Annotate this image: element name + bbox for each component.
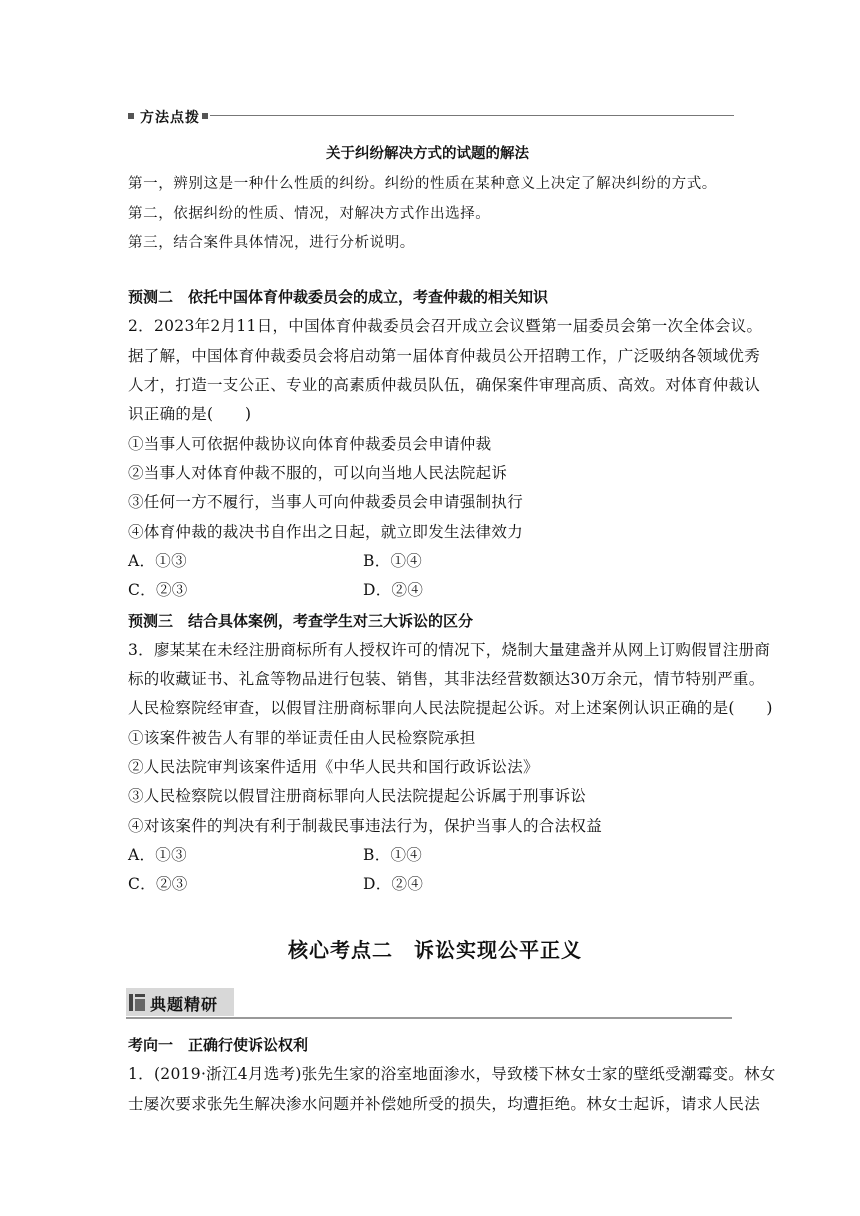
section-title: 核心考点二 诉讼实现公平正义 — [288, 938, 582, 962]
prediction-heading: 预测二 依托中国体育仲裁委员会的成立，考查仲裁的相关知识 — [128, 288, 549, 306]
statement: ①当事人可依据仲裁协议向体育仲裁委员会申请仲裁 — [128, 435, 492, 453]
bullet-square-icon — [128, 113, 134, 119]
direction-heading: 考向一 正确行使诉讼权利 — [128, 1036, 309, 1054]
question-stem-line: 1．(2019·浙江4月选考)张先生家的浴室地面渗水，导致楼下林女士家的壁纸受潮霉变。林女 — [128, 1065, 776, 1083]
method-step: 第二，依据纠纷的性质、情况，对解决方式作出选择。 — [128, 206, 491, 222]
option-b: B．①④ — [363, 552, 423, 570]
method-step: 第三，结合案件具体情况，进行分析说明。 — [128, 235, 415, 251]
option-d: D．②④ — [363, 581, 424, 599]
statement: ④对该案件的判决有利于制裁民事违法行为，保护当事人的合法权益 — [128, 817, 603, 835]
option-d: D．②④ — [363, 875, 424, 893]
method-tip-title: 关于纠纷解决方式的试题的解法 — [326, 146, 529, 162]
book-icon — [129, 994, 145, 1011]
statement: ③任何一方不履行，当事人可向仲裁委员会申请强制执行 — [128, 493, 524, 511]
question-stem-line: 人才，打造一支公正、专业的高素质仲裁员队伍，确保案件审理高质、高效。对体育仲裁认 — [128, 376, 761, 394]
option-c: C．②③ — [128, 581, 188, 599]
statement: ①该案件被告人有罪的举证责任由人民检察院承担 — [128, 729, 476, 747]
statement: ②当事人对体育仲裁不服的，可以向当地人民法院起诉 — [128, 464, 508, 482]
bullet-square-icon — [202, 113, 208, 119]
question-stem-line: 人民检察院经审查，以假冒注册商标罪向人民法院提起公诉。对上述案例认识正确的是( ) — [128, 699, 773, 717]
divider-line — [210, 115, 734, 116]
divider-line — [126, 1017, 732, 1019]
statement: ②人民法院审判该案件适用《中华人民共和国行政诉讼法》 — [128, 758, 539, 776]
question-stem-line: 2．2023年2月11日，中国体育仲裁委员会召开成立会议暨第一届委员会第一次全体会议。 — [128, 317, 763, 335]
option-a: A．①③ — [128, 846, 187, 864]
statement: ④体育仲裁的裁决书自作出之日起，就立即发生法律效力 — [128, 523, 524, 541]
prediction-heading: 预测三 结合具体案例，考查学生对三大诉讼的区分 — [128, 612, 474, 630]
question-stem-line: 识正确的是( ) — [128, 405, 252, 423]
typical-question-label: 典题精研 — [150, 995, 219, 1014]
option-c: C．②③ — [128, 875, 188, 893]
option-b: B．①④ — [363, 846, 423, 864]
method-tip-header — [128, 107, 734, 125]
question-stem-line: 3．廖某某在未经注册商标所有人授权许可的情况下，烧制大量建盏并从网上订购假冒注册商 — [128, 641, 771, 659]
method-tip-label: 方法点拨 — [140, 110, 200, 126]
method-step: 第一，辨别这是一种什么性质的纠纷。纠纷的性质在某种意义上决定了解决纠纷的方式。 — [128, 176, 717, 192]
question-stem-line: 据了解，中国体育仲裁委员会将启动第一届体育仲裁员公开招聘工作，广泛吸纳各领域优秀 — [128, 347, 761, 365]
statement: ③人民检察院以假冒注册商标罪向人民法院提起公诉属于刑事诉讼 — [128, 787, 587, 805]
question-stem-line: 标的收藏证书、礼盒等物品进行包装、销售，其非法经营数额达30万余元，情节特别严重。 — [128, 670, 765, 688]
typical-question-header — [126, 988, 732, 1018]
question-stem-line: 士屡次要求张先生解决渗水问题并补偿她所受的损失，均遭拒绝。林女士起诉，请求人民法 — [128, 1095, 761, 1113]
option-a: A．①③ — [128, 552, 187, 570]
